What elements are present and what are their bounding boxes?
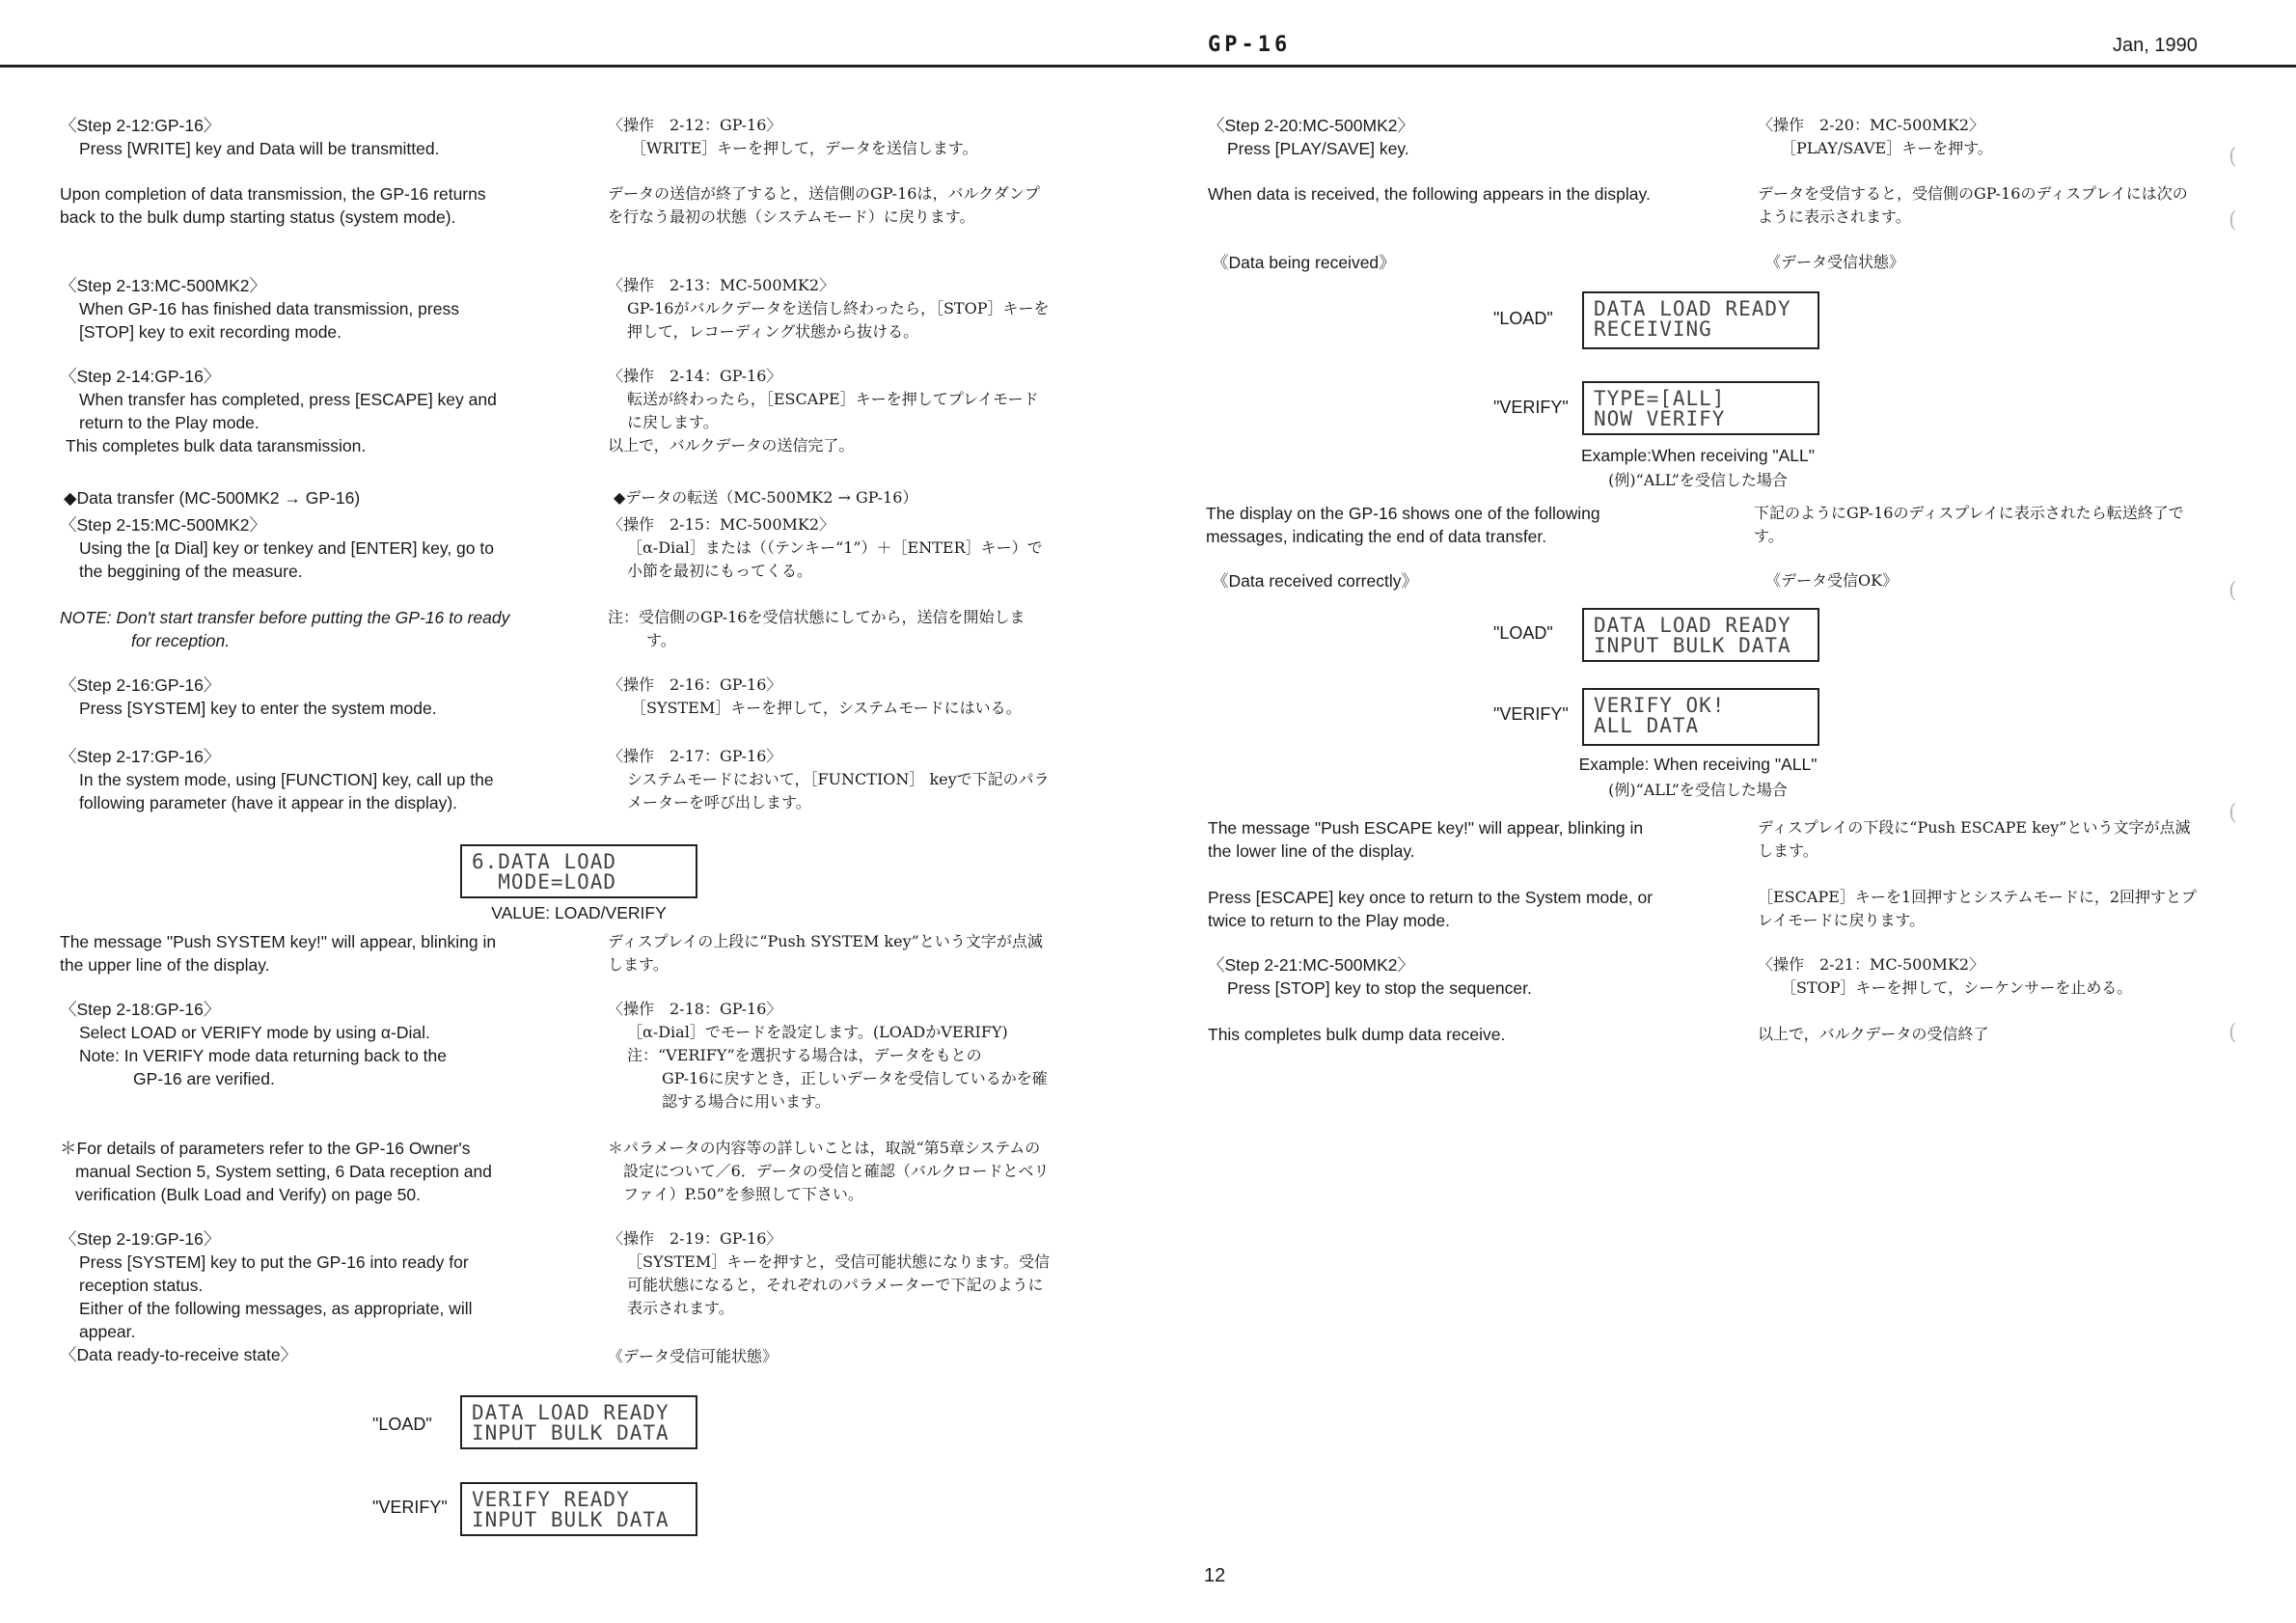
step-2-17-en bbox=[60, 745, 513, 814]
complete-en: This completes bulk dump data receive. bbox=[1208, 1025, 1506, 1044]
step-body: When GP-16 has finished data transmission, press [STOP] key to exit recording mode. bbox=[79, 299, 459, 342]
step-note: 注：“VERIFY”を選択する場合は，データをもとの bbox=[627, 1046, 982, 1064]
example-caption-jp: (例)“ALL”を受信した場合 bbox=[1608, 471, 1788, 489]
completion-en: Upon completion of data transmission, the GP-16 returns back to the bulk dump starting status (system mode). bbox=[60, 184, 486, 227]
escape-jp: ［ESCAPE］キーを1回押すとシステムモードに，2回押すとプレイモードに戻ります。 bbox=[1758, 888, 2198, 929]
step-2-16-en bbox=[60, 674, 513, 720]
margin-mark: ( bbox=[2228, 579, 2237, 603]
received-correctly-en: 《Data received correctly》 bbox=[1212, 571, 1418, 591]
push-system-en: The message "Push SYSTEM key!" will appear, blinking in the upper line of the display. bbox=[60, 932, 497, 975]
step-body: ［PLAY/SAVE］キーを押す。 bbox=[1781, 139, 1993, 157]
step-note: Note: In VERIFY mode data returning back to the bbox=[79, 1046, 448, 1065]
end-transfer-en: The display on the GP-16 shows one of the following messages, indicating the end of data transfer. bbox=[1206, 504, 1600, 546]
example-caption-en: Example: When receiving "ALL" bbox=[1578, 755, 1818, 774]
step-title: 〈操作 2-21：MC-500MK2〉 bbox=[1758, 955, 1985, 974]
lcd-correct-verify: VERIFY OK! ALL DATA bbox=[1582, 688, 1819, 746]
step-title: 〈Step 2-16:GP-16〉 bbox=[60, 675, 221, 695]
step-after: This completes bulk data taransmission. bbox=[66, 436, 367, 455]
step-body: ［α-Dial］または（（テンキー“1”）＋［ENTER］キー）で小節を最初にもってくる。 bbox=[627, 538, 1043, 580]
step-title: 〈操作 2-12：GP-16〉 bbox=[608, 116, 782, 134]
step-title: 〈操作 2-13：MC-500MK2〉 bbox=[608, 276, 835, 294]
step-body: Select LOAD or VERIFY mode by using α-Dial. bbox=[79, 1023, 430, 1042]
push-escape-en: The message "Push ESCAPE key!" will appear, blinking in the lower line of the display. bbox=[1208, 818, 1644, 861]
step-body: Press [SYSTEM] key to put the GP-16 into ready for reception status. bbox=[79, 1252, 469, 1295]
complete-jp: 以上で，バルクデータの受信終了 bbox=[1758, 1025, 1989, 1043]
note-jp: 注：受信側のGP-16を受信状態にしてから，送信を開始します。 bbox=[608, 608, 1025, 649]
lcd-ready-load: DATA LOAD READY INPUT BULK DATA bbox=[460, 1395, 697, 1449]
step-title: 〈Step 2-18:GP-16〉 bbox=[60, 1000, 221, 1019]
lcd-label-load: "LOAD" bbox=[1493, 309, 1553, 328]
step-title: 〈操作 2-18：GP-16〉 bbox=[608, 1000, 782, 1018]
being-received-jp: 《データ受信状態》 bbox=[1765, 253, 1905, 271]
step-body: In the system mode, using [FUNCTION] key, call up the following parameter (have it appear in the display). bbox=[79, 770, 494, 812]
header-rule bbox=[0, 65, 2296, 68]
lcd-label-load: "LOAD" bbox=[1493, 623, 1553, 643]
step-2-18-jp bbox=[608, 998, 1061, 1114]
step-2-20-jp bbox=[1758, 114, 2201, 160]
step-after: 以上で，バルクデータの送信完了。 bbox=[608, 436, 855, 454]
push-escape-jp: ディスプレイの下段に“Push ESCAPE key”という文字が点滅します。 bbox=[1758, 818, 2191, 860]
step-2-17-jp bbox=[608, 745, 1052, 814]
step-title: 〈操作 2-20：MC-500MK2〉 bbox=[1758, 116, 1985, 134]
step-body: システムモードにおいて，［FUNCTION］ keyで下記のパラメーターを呼び出します。 bbox=[627, 770, 1050, 812]
step-title: 〈Step 2-17:GP-16〉 bbox=[60, 747, 221, 766]
lcd-data-load-mode: 6.DATA LOAD MODE=LOAD bbox=[460, 844, 697, 898]
step-body: Press [STOP] key to stop the sequencer. bbox=[1227, 978, 1532, 998]
lcd-label-load: "LOAD" bbox=[372, 1415, 432, 1434]
lcd-ready-verify: VERIFY READY INPUT BULK DATA bbox=[460, 1482, 697, 1536]
details-en: ＊For details of parameters refer to the GP-16 Owner's manual Section 5, System setting, 6 Data reception and verification (Bulk Load and Verify) on page 50. bbox=[60, 1139, 492, 1204]
margin-mark: ( bbox=[2228, 208, 2237, 233]
step-body: Press [WRITE] key and Data will be transmitted. bbox=[79, 139, 440, 158]
lcd-receiving-load: DATA LOAD READY RECEIVING bbox=[1582, 291, 1819, 349]
step-2-12-jp bbox=[608, 114, 1052, 160]
step-2-15-jp bbox=[608, 513, 1052, 583]
ready-state-jp: 《データ受信可能状態》 bbox=[608, 1347, 779, 1365]
page-header-date: Jan, 1990 bbox=[2113, 35, 2198, 56]
step-body: GP-16がバルクデータを送信し終わったら，［STOP］キーを押して，レコーディング状態から抜ける。 bbox=[627, 299, 1050, 341]
value-caption: VALUE: LOAD/VERIFY bbox=[491, 903, 667, 922]
margin-mark: ( bbox=[2228, 1021, 2237, 1045]
step-title: 〈操作 2-15：MC-500MK2〉 bbox=[608, 515, 835, 534]
step-title: 〈Step 2-15:MC-500MK2〉 bbox=[60, 515, 266, 535]
step-2-21-en bbox=[1208, 953, 1661, 1000]
details-jp: ＊パラメータの内容等の詳しいことは，取説“第5章システムの設定について／6．データの受信と確認（バルクロードとベリファイ）P.50”を参照して下さい。 bbox=[608, 1139, 1050, 1203]
escape-en: Press [ESCAPE] key once to return to the System mode, or twice to return to the Play mode. bbox=[1208, 888, 1654, 930]
step-title: 〈操作 2-14：GP-16〉 bbox=[608, 367, 782, 385]
step-note: GP-16に戻すとき，正しいデータを受信しているかを確認する場合に用います。 bbox=[662, 1069, 1048, 1111]
step-2-13-jp bbox=[608, 274, 1052, 344]
step-title: 〈Step 2-20:MC-500MK2〉 bbox=[1208, 116, 1414, 135]
end-transfer-jp: 下記のようにGP-16のディスプレイに表示されたら転送終了です。 bbox=[1754, 504, 2184, 545]
step-2-21-jp bbox=[1758, 953, 2211, 1000]
step-title: 〈Step 2-21:MC-500MK2〉 bbox=[1208, 955, 1414, 975]
step-2-14-en bbox=[60, 365, 513, 457]
step-title: 〈操作 2-17：GP-16〉 bbox=[608, 747, 782, 765]
step-after: 〈Data ready-to-receive state〉 bbox=[60, 1345, 298, 1364]
page-number: 12 bbox=[1204, 1565, 1226, 1586]
step-body: ［SYSTEM］キーを押すと，受信可能状態になります。受信可能状態になると，それぞれのパラメーターで下記のように表示されます。 bbox=[627, 1252, 1050, 1317]
step-body: ［WRITE］キーを押して，データを送信します。 bbox=[631, 139, 978, 157]
step-2-14-jp bbox=[608, 365, 1052, 457]
received-jp: データを受信すると，受信側のGP-16のディスプレイには次のように表示されます。 bbox=[1758, 184, 2188, 226]
step-body: Using the [α Dial] key or tenkey and [ENTER] key, go to the beggining of the measure. bbox=[79, 538, 494, 581]
step-note: GP-16 are verified. bbox=[133, 1069, 275, 1088]
step-body: 転送が終わったら，［ESCAPE］キーを押してプレイモードに戻します。 bbox=[627, 390, 1039, 431]
lcd-label-verify: "VERIFY" bbox=[372, 1498, 448, 1517]
push-system-jp: ディスプレイの上段に“Push SYSTEM key”という文字が点滅します。 bbox=[608, 932, 1043, 974]
received-en: When data is received, the following appears in the display. bbox=[1208, 184, 1651, 204]
step-body: Either of the following messages, as appropriate, will appear. bbox=[79, 1299, 473, 1341]
note-en: NOTE: Don't start transfer before putting the GP-16 to ready for reception. bbox=[60, 608, 510, 650]
step-2-20-en bbox=[1208, 114, 1661, 160]
completion-jp: データの送信が終了すると，送信側のGP-16は，バルクダンプを行なう最初の状態（システムモード）に戻ります。 bbox=[608, 184, 1040, 226]
step-2-19-en bbox=[60, 1227, 513, 1366]
step-body: ［SYSTEM］キーを押して，システムモードにはいる。 bbox=[631, 699, 1022, 717]
example-caption-jp: (例)“ALL”を受信した場合 bbox=[1608, 781, 1788, 799]
step-title: 〈Step 2-19:GP-16〉 bbox=[60, 1229, 221, 1249]
lcd-label-verify: "VERIFY" bbox=[1493, 704, 1569, 724]
margin-mark: ( bbox=[2228, 801, 2237, 825]
step-body: ［α-Dial］でモードを設定します。(LOADかVERIFY) bbox=[627, 1023, 1008, 1041]
step-body: When transfer has completed, press [ESCAPE] key and return to the Play mode. bbox=[79, 390, 497, 432]
transfer-heading-en: ◆Data transfer (MC-500MK2 → GP-16) bbox=[64, 488, 361, 508]
step-2-15-en bbox=[60, 513, 513, 583]
lcd-correct-load: DATA LOAD READY INPUT BULK DATA bbox=[1582, 608, 1819, 662]
received-correctly-jp: 《データ受信OK》 bbox=[1765, 571, 1899, 590]
step-2-13-en bbox=[60, 274, 513, 344]
being-received-en: 《Data being received》 bbox=[1212, 253, 1396, 272]
step-2-12-en bbox=[60, 114, 513, 160]
step-body: Press [SYSTEM] key to enter the system mode. bbox=[79, 699, 437, 718]
lcd-label-verify: "VERIFY" bbox=[1493, 398, 1569, 417]
page-header-title: GP-16 bbox=[1208, 33, 1292, 57]
transfer-heading-jp: ◆データの転送（MC-500MK2 → GP-16） bbox=[614, 488, 918, 507]
step-2-18-en bbox=[60, 998, 513, 1090]
example-caption-en: Example:When receiving "ALL" bbox=[1581, 446, 1815, 465]
step-2-16-jp bbox=[608, 674, 1061, 720]
step-title: 〈操作 2-16：GP-16〉 bbox=[608, 675, 782, 694]
step-title: 〈Step 2-13:MC-500MK2〉 bbox=[60, 276, 266, 295]
lcd-receiving-verify: TYPE=[ALL] NOW VERIFY bbox=[1582, 381, 1819, 435]
step-2-19-jp bbox=[608, 1227, 1052, 1320]
margin-mark: ( bbox=[2228, 145, 2237, 169]
step-title: 〈Step 2-14:GP-16〉 bbox=[60, 367, 221, 386]
step-title: 〈操作 2-19：GP-16〉 bbox=[608, 1229, 782, 1248]
step-body: Press [PLAY/SAVE] key. bbox=[1227, 139, 1409, 158]
step-title: 〈Step 2-12:GP-16〉 bbox=[60, 116, 221, 135]
step-body: ［STOP］キーを押して，シーケンサーを止める。 bbox=[1781, 978, 2133, 997]
